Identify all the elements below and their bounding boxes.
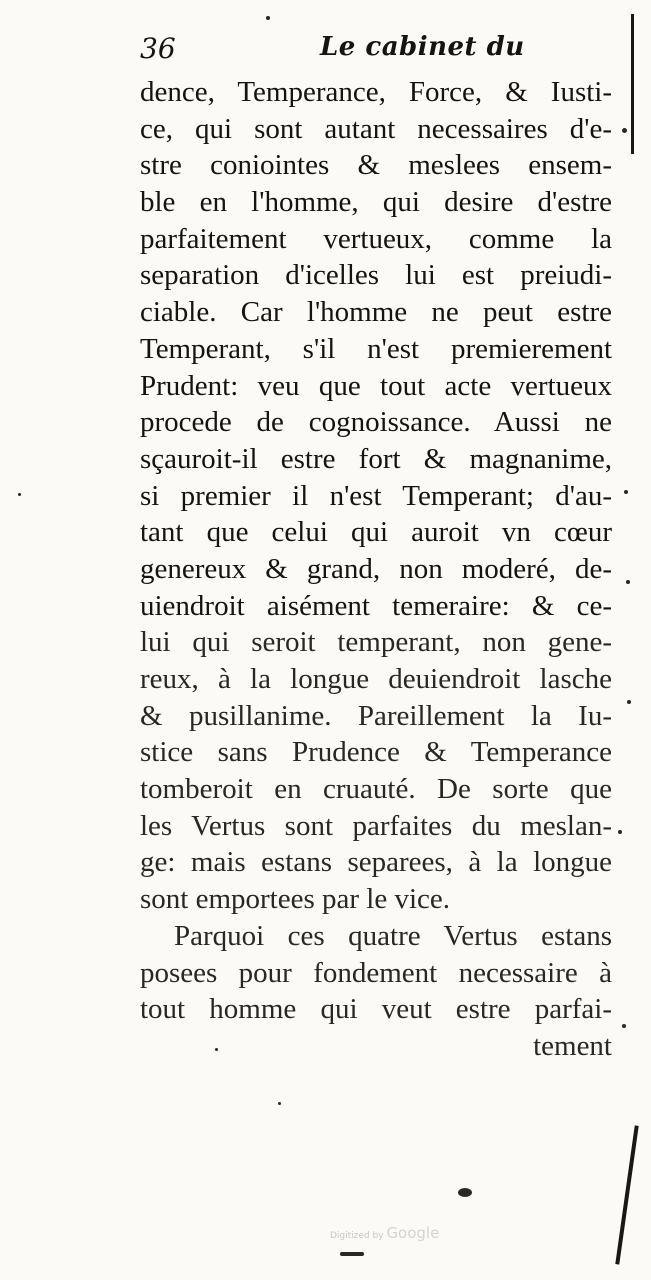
running-title: Le cabinet du xyxy=(320,32,525,62)
text-line: ce, qui sont autant necessaires d'e- xyxy=(140,112,612,145)
ink-speck xyxy=(622,128,627,133)
text-line: parfaitement vertueux, comme la xyxy=(140,222,612,255)
text-line: & pusillanime. Pareillement la Iu- xyxy=(140,699,612,732)
text-line: uiendroit aisément temeraire: & ce- xyxy=(140,589,612,622)
text-line: Temperant, s'il n'est premierement xyxy=(140,332,612,365)
ink-speck xyxy=(618,830,622,834)
text-line: procede de cognoissance. Aussi ne xyxy=(140,406,612,439)
text-line: dence, Temperance, Force, & Iusti- xyxy=(140,76,612,108)
text-line: sont emportees par le vice. xyxy=(140,883,451,916)
page-header xyxy=(140,30,610,70)
text-line: stre coniointes & meslees ensem- xyxy=(140,149,612,182)
ink-speck xyxy=(622,1024,626,1028)
page-number: 36 xyxy=(140,32,176,65)
watermark-prefix: Digitized by xyxy=(330,1231,384,1241)
ink-speck xyxy=(215,1048,218,1051)
ink-speck xyxy=(266,16,270,20)
ink-speck xyxy=(624,490,628,494)
body-text xyxy=(140,74,612,1065)
text-line: ge: mais estans separees, à la longue xyxy=(140,846,612,879)
ink-blot xyxy=(340,1252,364,1256)
text-line: ble en l'homme, qui desire d'estre xyxy=(140,186,612,219)
text-line: si premier il n'est Temperant; d'au- xyxy=(140,479,612,512)
text-line: tant que celui qui auroit vn cœur xyxy=(140,516,612,549)
text-line: posees pour fondement necessaire à xyxy=(140,956,612,989)
ink-speck xyxy=(278,1102,281,1105)
text-line: Prudent: veu que tout acte vertueux xyxy=(140,369,612,402)
digitization-watermark xyxy=(330,1224,439,1242)
text-line: reux, à la longue deuiendroit lasche xyxy=(140,663,612,695)
text-line: lui qui seroit temperant, non gene- xyxy=(140,626,612,659)
gutter-line xyxy=(631,14,634,154)
text-line: tout homme qui veut estre parfai- xyxy=(140,993,612,1026)
text-line: sçauroit-il estre fort & magnanime, xyxy=(140,442,612,475)
watermark-brand: Google xyxy=(386,1224,440,1242)
ink-speck xyxy=(626,580,630,584)
text-line: ciable. Car l'homme ne peut estre xyxy=(140,296,612,329)
text-line: stice sans Prudence & Temperance xyxy=(140,736,612,769)
gutter-line xyxy=(615,1125,638,1264)
text-line: genereux & grand, non moderé, de- xyxy=(140,552,612,585)
ink-speck xyxy=(18,493,21,496)
ink-blot xyxy=(458,1188,472,1197)
catchword: tement xyxy=(533,1029,612,1062)
text-line: Parquoi ces quatre Vertus estans xyxy=(174,919,612,952)
text-line: les Vertus sont parfaites du meslan- xyxy=(140,809,612,842)
ink-speck xyxy=(627,700,631,704)
text-line: tomberoit en cruauté. De sorte que xyxy=(140,773,612,806)
text-line: separation d'icelles lui est preiudi- xyxy=(140,259,612,292)
